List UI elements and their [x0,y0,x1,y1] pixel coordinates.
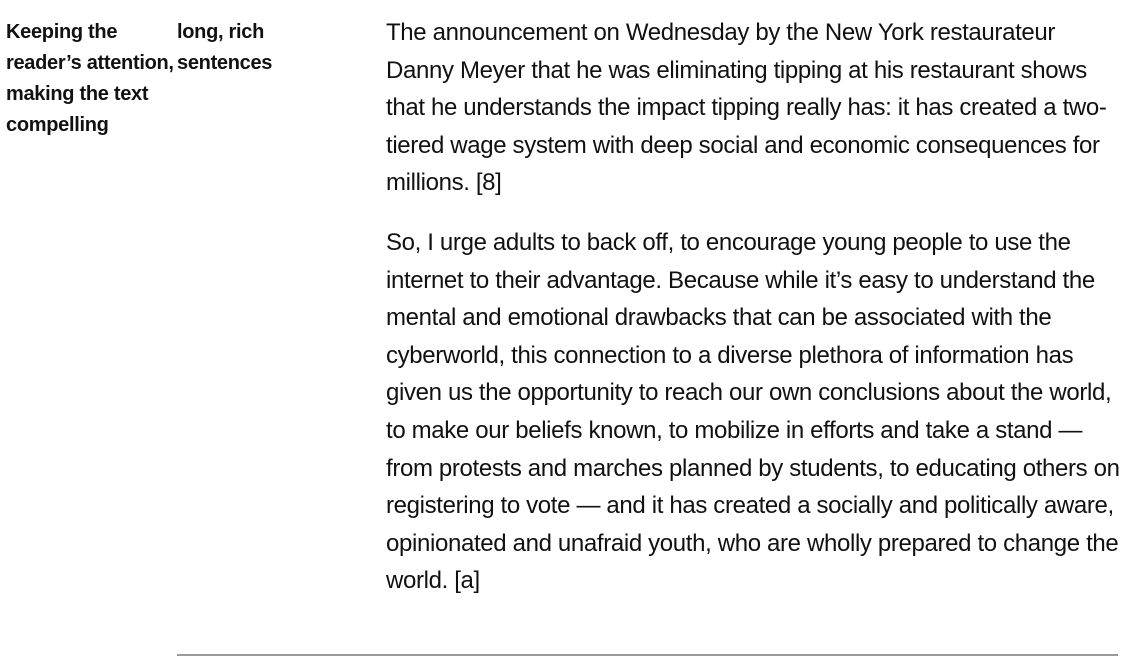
example-paragraph-2: So, I urge adults to back off, to encourage young people to use the internet to their advantage. Because while it’s easy to understand the mental and emotional drawbacks that can be associated with the cyberworld, this connection to a diverse plethora of information has given us the opportunity to reach our own conclusions about the world, to make our beliefs known, to mobilize in efforts and take a stand — from protests and marches planned by students, to educating others on registering to vote — and it has created a socially and politically aware, opinionated and unafraid youth, who are wholly prepared to change the world. [a] [386,228,1120,595]
examples-cell [386,14,1123,622]
purpose-cell: Keeping the reader’s attention, making the text compelling [6,21,174,136]
row-divider [177,654,1118,656]
example-paragraph-1: The announcement on Wednesday by the New York restaurateur Danny Meyer that he was eliminating tipping at his restaurant shows that he understands the impact tipping really has: it has created a two-tiered wage system with deep social and economic consequences for millions. [8] [386,19,1107,197]
technique-cell: long, rich sentences [177,21,273,74]
